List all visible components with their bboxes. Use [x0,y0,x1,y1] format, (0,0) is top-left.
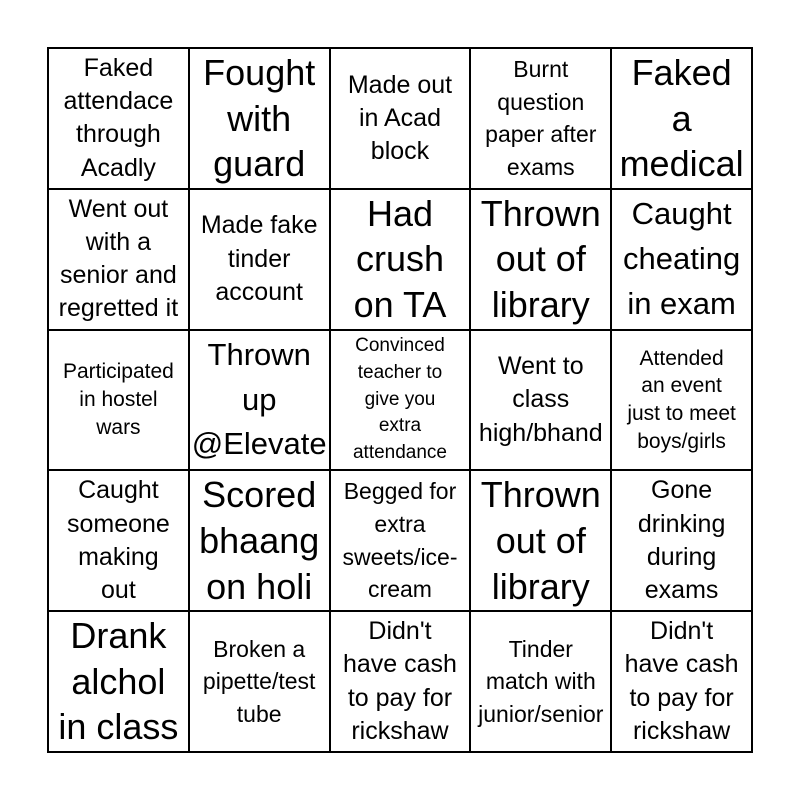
bingo-cell[interactable]: Didn't have cash to pay for rickshaw [330,611,471,752]
bingo-cell[interactable]: Went out with a senior and regretted it [48,189,189,330]
bingo-cell[interactable]: Made out in Acad block [330,48,471,189]
bingo-cell[interactable]: Caught cheating in exam [611,189,752,330]
bingo-cell[interactable]: Burnt question paper after exams [470,48,611,189]
bingo-cell[interactable]: Had crush on TA [330,189,471,330]
bingo-cell[interactable]: Thrown out of library [470,470,611,611]
bingo-cell[interactable]: Participated in hostel wars [48,330,189,471]
bingo-cell[interactable]: Drank alchol in class [48,611,189,752]
bingo-cell[interactable]: Scored bhaang on holi [189,470,330,611]
bingo-cell[interactable]: Made fake tinder account [189,189,330,330]
bingo-cell[interactable]: Faked a medical [611,48,752,189]
bingo-cell[interactable]: Thrown up @Elevate [189,330,330,471]
bingo-cell[interactable]: Tinder match with junior/senior [470,611,611,752]
bingo-cell[interactable]: Broken a pipette/test tube [189,611,330,752]
bingo-cell[interactable]: Didn't have cash to pay for rickshaw [611,611,752,752]
bingo-board [47,47,753,753]
bingo-cell[interactable]: Convinced teacher to give you extra attendance [330,330,471,471]
bingo-cell[interactable]: Gone drinking during exams [611,470,752,611]
bingo-cell[interactable]: Fought with guard [189,48,330,189]
bingo-cell[interactable]: Went to class high/bhand [470,330,611,471]
bingo-cell[interactable]: Thrown out of library [470,189,611,330]
bingo-cell[interactable]: Faked attendace through Acadly [48,48,189,189]
bingo-cell[interactable]: Caught someone making out [48,470,189,611]
bingo-cell[interactable]: Attended an event just to meet boys/girls [611,330,752,471]
bingo-cell[interactable]: Begged for extra sweets/ice- cream [330,470,471,611]
